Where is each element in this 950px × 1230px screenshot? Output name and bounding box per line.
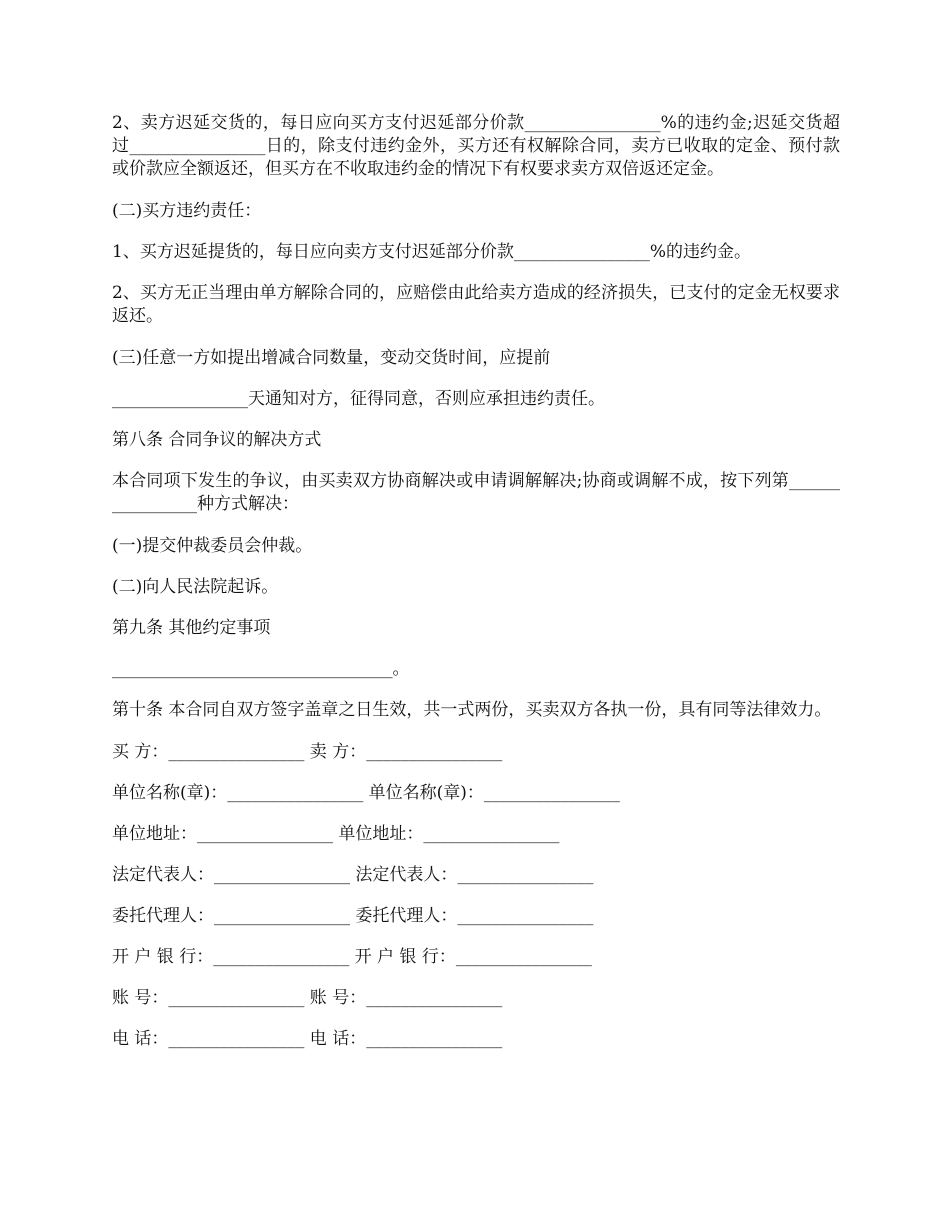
article-8-heading: 第八条 合同争议的解决方式	[112, 430, 322, 450]
signature-row-company-name: 单位名称(章)：________________ 单位名称(章)：________________	[112, 783, 620, 803]
article-10-clause: 第十条 本合同自双方签字盖章之日生效，共一式两份，买卖双方各执一份，具有同等法律效力。	[112, 700, 832, 720]
clause-quantity-change-notice: ________________天通知对方，征得同意，否则应承担违约责任。	[112, 389, 605, 409]
signature-row-legal-rep: 法定代表人：________________ 法定代表人：________________	[112, 865, 594, 885]
signature-block	[112, 741, 840, 1051]
signature-row-account: 账 号：________________ 账 号：________________	[112, 988, 503, 1008]
signature-row-phone: 电 话：________________ 电 话：________________	[112, 1029, 503, 1049]
signature-row-company-address: 单位地址：________________ 单位地址：________________	[112, 824, 560, 844]
signature-row-agent: 委托代理人：________________ 委托代理人：________________	[112, 906, 594, 926]
signature-row-bank: 开 户 银 行：________________ 开 户 银 行：________________	[112, 947, 592, 967]
contract-page	[112, 112, 840, 1069]
buyer-breach-heading: (二)买方违约责任：	[112, 201, 262, 221]
other-matters-blank: _________________________________。	[112, 659, 410, 679]
clause-quantity-change: (三)任意一方如提出增减合同数量，变动交货时间，应提前	[112, 348, 551, 368]
clause-buyer-termination: 2、买方无正当理由单方解除合同的，应赔偿由此给卖方造成的经济损失，已支付的定金无权要求返还。	[112, 283, 840, 326]
option-court: (二)向人民法院起诉。	[112, 577, 279, 597]
clause-buyer-late-pickup: 1、买方迟延提货的，每日应向卖方支付迟延部分价款________________%的违约金。	[112, 242, 751, 262]
signature-row-party: 买 方：________________ 卖 方：________________	[112, 742, 503, 762]
option-arbitration: (一)提交仲裁委员会仲裁。	[112, 536, 313, 556]
clause-dispute-resolution: 本合同项下发生的争议，由买卖双方协商解决或申请调解解决;协商或调解不成，按下列第________________种方式解决：	[112, 471, 840, 514]
article-9-heading: 第九条 其他约定事项	[112, 618, 271, 638]
clause-seller-late-delivery: 2、卖方迟延交货的，每日应向买方支付迟延部分价款________________%的违约金;迟延交货超过________________日的，除支付违约金外，买方还有权解除合同，卖方已收取的定金、预付款或价款应全额返还，但买方在不收取违约金的情况下有权要求卖方双倍返还定金。	[112, 113, 840, 179]
